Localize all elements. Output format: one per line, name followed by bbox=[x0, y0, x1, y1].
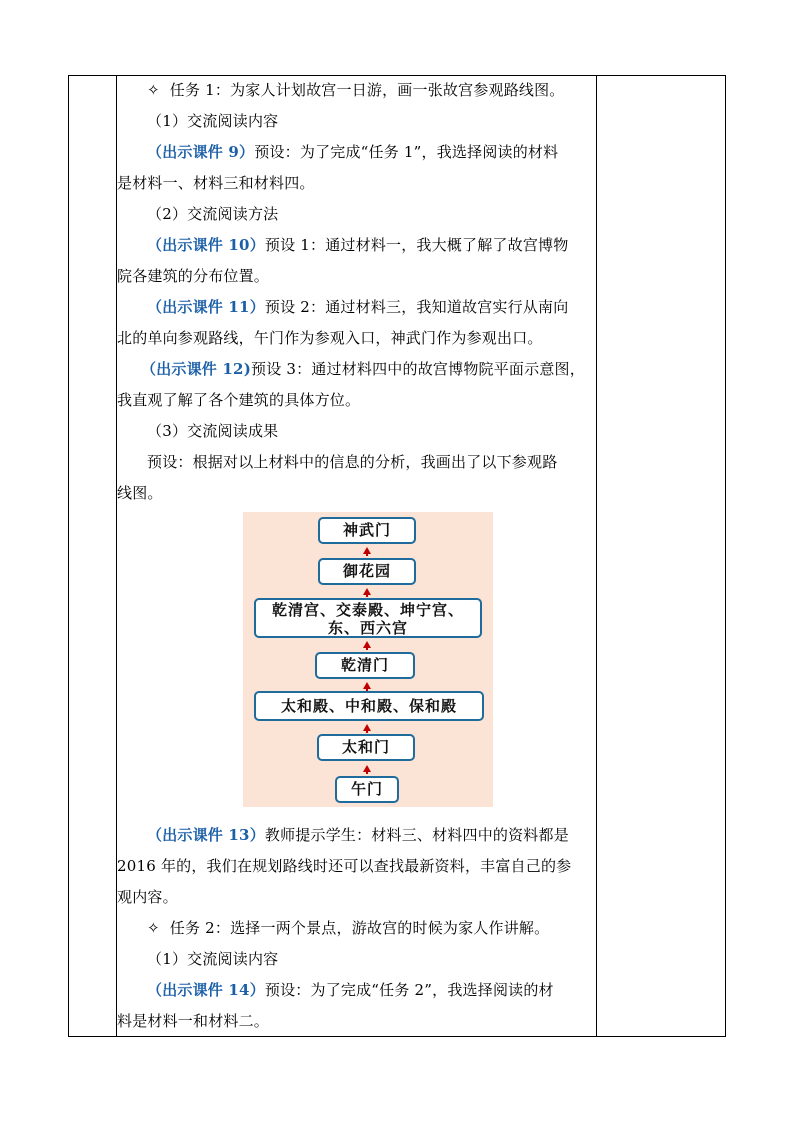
task2-s1-heading: （1）交流阅读内容 bbox=[147, 950, 279, 968]
column-divider-2 bbox=[596, 76, 597, 1036]
task1-title-text: 任务 1：为家人计划故宫一日游，画一张故宫参观路线图。 bbox=[169, 81, 565, 99]
route-stop-qianqingmen: 乾清门 bbox=[315, 652, 415, 679]
route-stop-shenwumen: 神武门 bbox=[318, 517, 416, 544]
route-arrow-icon bbox=[363, 588, 371, 595]
task2-s1-paragraph: （出示课件 14）预设：为了完成“任务 2”，我选择阅读的材 料是材料一和材料二。 bbox=[117, 981, 554, 1030]
route-arrow-icon bbox=[363, 765, 371, 772]
route-stop-rear-palaces: 乾清宫、交泰殿、坤宁宫、 东、西六宫 bbox=[254, 598, 482, 638]
courseware-tag: （出示课件 12) bbox=[141, 360, 251, 378]
courseware-tag: （出示课件 11） bbox=[147, 298, 265, 316]
task1-title bbox=[117, 75, 593, 106]
courseware-tag: （出示课件 13） bbox=[147, 826, 265, 844]
task1-s2c-paragraph: （出示课件 12)预设 3：通过材料四中的故宫博物院平面示意图， 我直观了解了各个建筑的具体方位。 bbox=[117, 360, 585, 409]
route-stop-yuhuayuan: 御花园 bbox=[318, 558, 416, 585]
route-arrow-icon bbox=[363, 682, 371, 689]
route-stop-wumen: 午门 bbox=[335, 776, 399, 803]
task1-s3-heading: （3）交流阅读成果 bbox=[147, 422, 279, 440]
task1-s2a-paragraph: （出示课件 10）预设 1：通过材料一，我大概了解了故宫博物 院各建筑的分布位置。 bbox=[117, 236, 569, 285]
task1-s2-heading: （2）交流阅读方法 bbox=[147, 205, 279, 223]
courseware-tag: （出示课件 10） bbox=[147, 236, 265, 254]
task1-s1-paragraph: （出示课件 9）预设：为了完成“任务 1”，我选择阅读的材料 是材料一、材料三和材料四。 bbox=[117, 143, 559, 192]
route-arrow-icon bbox=[363, 724, 371, 731]
task1-s3-paragraph: 预设：根据对以上材料中的信息的分析，我画出了以下参观路 线图。 bbox=[117, 453, 558, 502]
task2-title bbox=[117, 913, 593, 944]
task1-s2b-paragraph: （出示课件 11）预设 2：通过材料三，我知道故宫实行从南向 北的单向参观路线，午门作为参观入口，神武门作为参观出口。 bbox=[117, 298, 569, 347]
diamond-icon: ✧ bbox=[147, 81, 160, 99]
task1-s1-heading: （1）交流阅读内容 bbox=[147, 112, 279, 130]
task2-title-text: 任务 2：选择一两个景点，游故宫的时候为家人作讲解。 bbox=[169, 919, 550, 937]
route-stop-taihemen: 太和门 bbox=[317, 734, 415, 761]
route-diagram bbox=[243, 512, 493, 807]
route-arrow-icon bbox=[363, 641, 371, 648]
route-stop-three-halls: 太和殿、中和殿、保和殿 bbox=[254, 691, 484, 721]
courseware-tag: （出示课件 9） bbox=[147, 143, 255, 161]
courseware-tag: （出示课件 14） bbox=[147, 981, 265, 999]
note13-paragraph: （出示课件 13）教师提示学生：材料三、材料四中的资料都是 2016 年的，我们在规划路线时还可以查找最新资料，丰富自己的参 观内容。 bbox=[117, 826, 572, 906]
route-arrow-icon bbox=[363, 547, 371, 554]
diamond-icon: ✧ bbox=[147, 919, 160, 937]
